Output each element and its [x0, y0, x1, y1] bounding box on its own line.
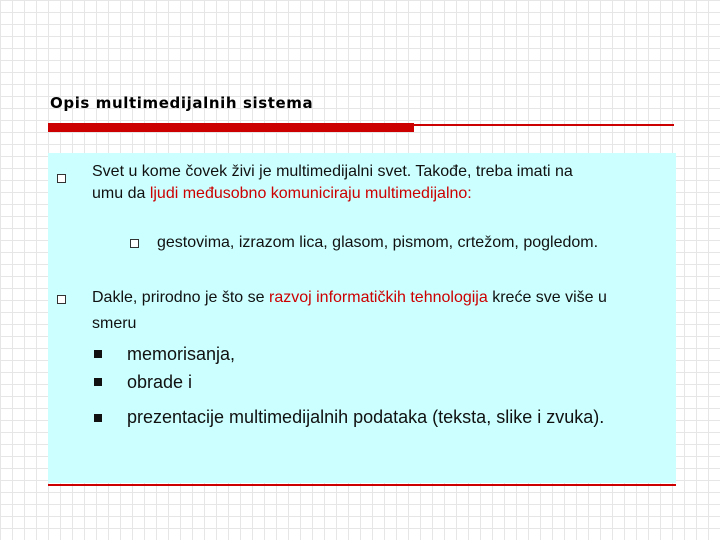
bullet-2-text-end: kreće sve više u [487, 289, 607, 306]
hollow-square-bullet-icon [57, 295, 66, 304]
slide-title: Opis multimedijalnih sistema [50, 94, 314, 112]
bullet-1-sub-item: gestovima, izrazom lica, glasom, pismom, crtežom, pogledom. [157, 234, 599, 251]
footer-rule [48, 484, 676, 486]
filled-square-bullet-icon [94, 378, 102, 386]
filled-square-bullet-icon [94, 414, 102, 422]
bullet-1-line-2 [92, 183, 472, 205]
bullet-2-text: Dakle, prirodno je što se [92, 289, 269, 306]
bullet-2-sub-item: prezentacije multimedijalnih podataka (teksta, slike i zvuka). [127, 407, 605, 427]
bullet-1-line-1: Svet u kome čovek živi je multimedijalni svet. Takođe, treba imati na [92, 163, 573, 180]
filled-square-bullet-icon [94, 350, 102, 358]
title-underline-thin [414, 124, 674, 126]
bullet-2-sub-item: obrade i [127, 372, 193, 392]
title-underline-thick [48, 123, 414, 132]
bullet-2-line-2: smeru [92, 315, 137, 332]
bullet-1-highlight: ljudi međusobno komuniciraju multimedijalno: [149, 185, 472, 202]
hollow-square-bullet-icon [130, 239, 139, 248]
bullet-2-sub-item: memorisanja, [127, 344, 236, 364]
bullet-2-highlight: razvoj informatičkih tehnologija [268, 289, 488, 306]
bullet-2-line-1 [92, 287, 607, 309]
bullet-1-line-2-text: umu da [92, 185, 150, 202]
hollow-square-bullet-icon [57, 174, 66, 183]
